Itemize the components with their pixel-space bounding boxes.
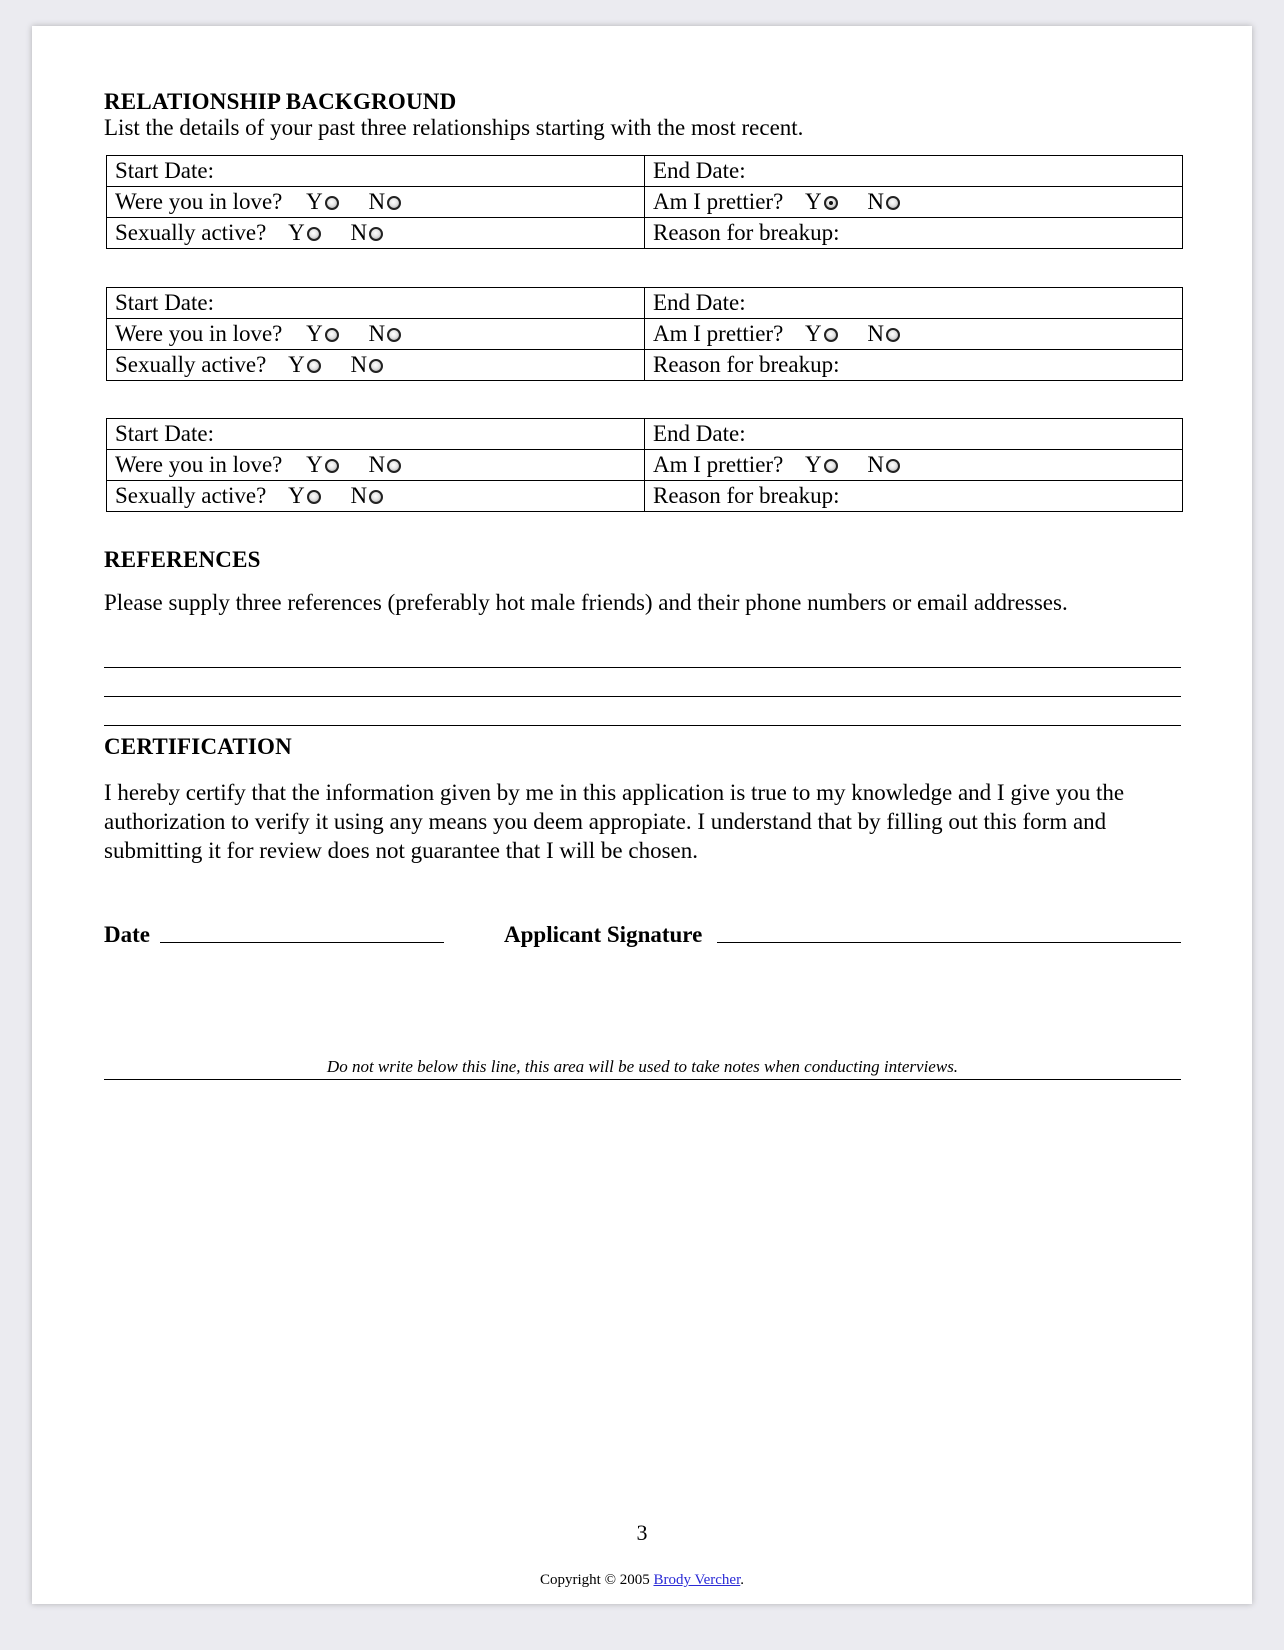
yes-label: Y	[805, 321, 822, 346]
no-label: N	[368, 189, 386, 214]
references-title: REFERENCES	[104, 547, 261, 572]
in-love-cell	[107, 319, 645, 350]
prettier-no-radio[interactable]	[886, 328, 900, 342]
sexually-active-cell	[107, 350, 645, 381]
author-link[interactable]: Brody Vercher	[653, 1572, 741, 1588]
in-love-cell	[107, 187, 645, 218]
prettier-cell	[645, 319, 1183, 350]
in-love-label: Were you in love?	[115, 189, 283, 214]
in-love-yes-radio[interactable]	[325, 459, 339, 473]
yes-label: Y	[805, 452, 822, 477]
notes-instruction: Do not write below this line, this area will be used to take notes when conducting interviews.	[326, 1057, 959, 1076]
certification-text	[104, 778, 1204, 865]
relationship-section	[104, 89, 803, 141]
prettier-cell	[645, 450, 1183, 481]
breakup-label: Reason for breakup:	[653, 352, 840, 377]
sexually-active-no-radio[interactable]	[369, 227, 383, 241]
prettier-yes-radio[interactable]	[824, 328, 838, 342]
start-date-cell[interactable]	[107, 419, 645, 450]
start-date-label: Start Date:	[115, 421, 214, 446]
notes-divider	[104, 1079, 1181, 1080]
reference-line-2[interactable]	[104, 696, 1181, 697]
no-label: N	[350, 483, 368, 508]
copyright-notice	[32, 1572, 1252, 1589]
start-date-cell[interactable]	[107, 156, 645, 187]
in-love-yes-radio[interactable]	[325, 328, 339, 342]
start-date-label: Start Date:	[115, 158, 214, 183]
in-love-label: Were you in love?	[115, 452, 283, 477]
in-love-cell	[107, 450, 645, 481]
prettier-yes-radio[interactable]	[824, 459, 838, 473]
sexually-active-yes-radio[interactable]	[307, 227, 321, 241]
date-field-line[interactable]	[160, 942, 444, 943]
no-label: N	[867, 189, 885, 214]
sexually-active-yes-radio[interactable]	[307, 359, 321, 373]
sexually-active-label: Sexually active?	[115, 220, 267, 245]
no-label: N	[368, 321, 386, 346]
in-love-no-radio[interactable]	[387, 196, 401, 210]
sexually-active-label: Sexually active?	[115, 483, 267, 508]
in-love-yes-radio[interactable]	[325, 196, 339, 210]
no-label: N	[368, 452, 386, 477]
sexually-active-label: Sexually active?	[115, 352, 267, 377]
prettier-cell	[645, 187, 1183, 218]
end-date-label: End Date:	[653, 421, 746, 446]
relationship-table-1	[106, 155, 1183, 249]
breakup-cell[interactable]	[645, 481, 1183, 512]
yes-label: Y	[805, 189, 822, 214]
certification-line-1: I hereby certify that the information given by me in this application is true to my knowledge and I give you the	[104, 780, 1125, 805]
page-number: 3	[636, 1520, 648, 1545]
breakup-label: Reason for breakup:	[653, 483, 840, 508]
in-love-label: Were you in love?	[115, 321, 283, 346]
no-label: N	[867, 321, 885, 346]
references-text: Please supply three references (preferably hot male friends) and their phone numbers or email addresses.	[104, 590, 1068, 615]
sexually-active-yes-radio[interactable]	[307, 490, 321, 504]
sexually-active-no-radio[interactable]	[369, 490, 383, 504]
copyright-text: Copyright © 2005	[539, 1572, 650, 1588]
end-date-cell[interactable]	[645, 156, 1183, 187]
in-love-no-radio[interactable]	[387, 328, 401, 342]
prettier-label: Am I prettier?	[653, 189, 784, 214]
sexually-active-no-radio[interactable]	[369, 359, 383, 373]
breakup-cell[interactable]	[645, 350, 1183, 381]
certification-line-3: submitting it for review does not guarantee that I will be chosen.	[104, 838, 699, 863]
reference-line-3[interactable]	[104, 725, 1181, 726]
breakup-label: Reason for breakup:	[653, 220, 840, 245]
relationship-table-3	[106, 418, 1183, 512]
yes-label: Y	[288, 220, 305, 245]
yes-label: Y	[306, 321, 323, 346]
prettier-no-radio[interactable]	[886, 196, 900, 210]
yes-label: Y	[306, 189, 323, 214]
end-date-cell[interactable]	[645, 419, 1183, 450]
document-page	[32, 26, 1252, 1604]
relationship-intro: List the details of your past three relationships starting with the most recent.	[104, 115, 804, 140]
copyright-period: .	[740, 1572, 745, 1588]
signature-field-line[interactable]	[717, 942, 1181, 943]
reference-line-1[interactable]	[104, 667, 1181, 668]
end-date-label: End Date:	[653, 290, 746, 315]
yes-label: Y	[288, 483, 305, 508]
certification-title: CERTIFICATION	[104, 734, 292, 759]
relationship-title: RELATIONSHIP BACKGROUND	[104, 89, 457, 114]
end-date-label: End Date:	[653, 158, 746, 183]
date-label: Date	[104, 922, 150, 947]
yes-label: Y	[306, 452, 323, 477]
end-date-cell[interactable]	[645, 288, 1183, 319]
breakup-cell[interactable]	[645, 218, 1183, 249]
signature-label: Applicant Signature	[504, 922, 703, 947]
no-label: N	[350, 220, 368, 245]
no-label: N	[350, 352, 368, 377]
prettier-label: Am I prettier?	[653, 321, 784, 346]
in-love-no-radio[interactable]	[387, 459, 401, 473]
start-date-label: Start Date:	[115, 290, 214, 315]
start-date-cell[interactable]	[107, 288, 645, 319]
prettier-label: Am I prettier?	[653, 452, 784, 477]
certification-line-2: authorization to verify it using any means you deem appropiate. I understand that by filling out this form and	[104, 809, 1107, 834]
prettier-no-radio[interactable]	[886, 459, 900, 473]
sexually-active-cell	[107, 218, 645, 249]
sexually-active-cell	[107, 481, 645, 512]
prettier-yes-radio[interactable]	[824, 196, 838, 210]
no-label: N	[867, 452, 885, 477]
yes-label: Y	[288, 352, 305, 377]
relationship-table-2	[106, 287, 1183, 381]
